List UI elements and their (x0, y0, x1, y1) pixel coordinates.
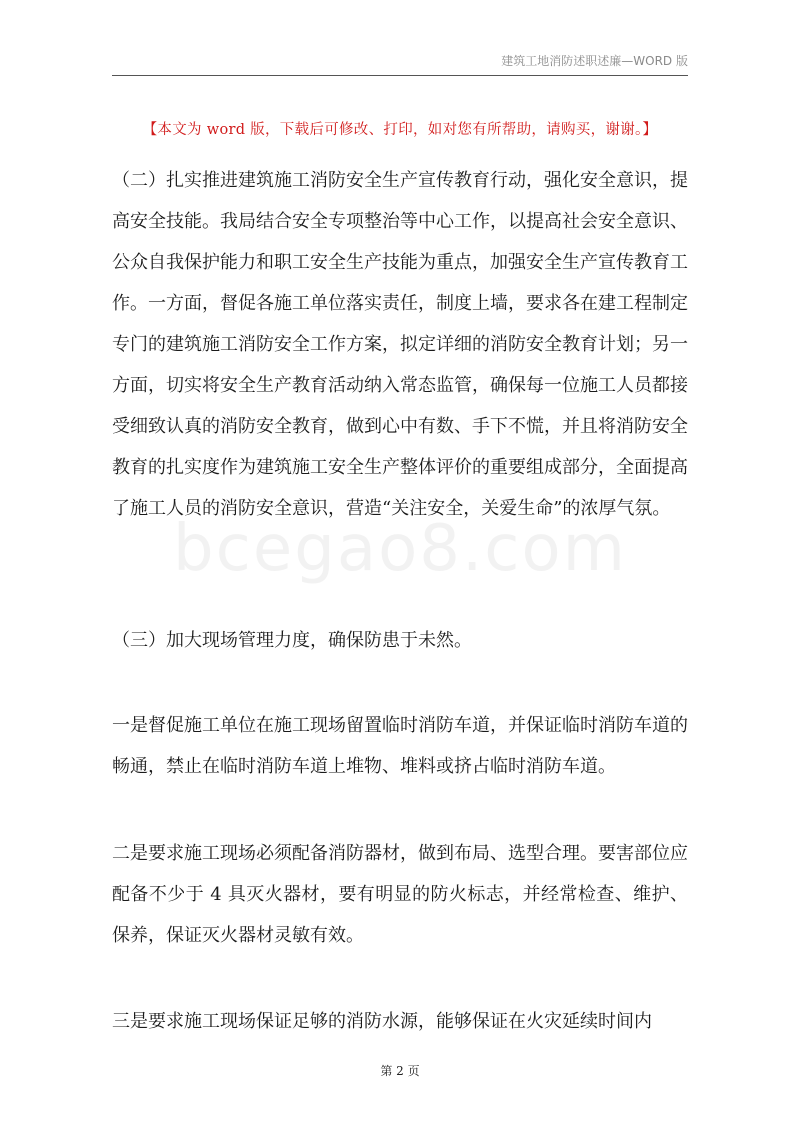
paragraph-publicity-education (112, 160, 688, 529)
paragraph-water-source (112, 1001, 688, 1042)
paragraph-site-management-heading (112, 620, 688, 661)
watermark: bcegao8.com (173, 512, 627, 586)
paragraph-fire-lane (112, 705, 688, 787)
paragraph-text: 二是要求施工现场必须配备消防器材，做到布局、选型合理。要害部位应配备不少于 4 具灭火器材，要有明显的防火标志，并经常检查、维护、保养，保证灭火器材灵敏有效。 (112, 843, 688, 946)
running-header: 建筑工地消防述职述廉—WORD 版 (501, 54, 688, 68)
paragraph-text: 三是要求施工现场保证足够的消防水源，能够保证在火灾延续时间内 (112, 1011, 652, 1032)
page-number: 第 2 页 (380, 1064, 420, 1078)
download-notice: 【本文为 word 版，下载后可修改、打印，如对您有所帮助，请购买，谢谢。】 (142, 122, 658, 138)
paragraph-text: 一是督促施工单位在施工现场留置临时消防车道，并保证临时消防车道的畅通，禁止在临时消防车道上堆物、堆料或挤占临时消防车道。 (112, 715, 688, 777)
paragraph-fire-equipment (112, 833, 688, 956)
paragraph-text: （三）加大现场管理力度，确保防患于未然。 (112, 630, 472, 651)
header-divider (112, 75, 688, 76)
paragraph-text: （二）扎实推进建筑施工消防安全生产宣传教育行动，强化安全意识，提高安全技能。我局结合安全专项整治等中心工作，以提高社会安全意识、公众自我保护能力和职工安全生产技能为重点，加强安全生产宣传教育工作。一方面，督促各施工单位落实责任，制度上墙，要求各在建工程制定专门的建筑施工消防安全工作方案，拟定详细的消防安全教育计划；另一方面，切实将安全生产教育活动纳入常态监管，确保每一位施工人员都接受细致认真的消防安全教育，做到心中有数、手下不慌，并且将消防安全教育的扎实度作为建筑施工安全生产整体评价的重要组成部分，全面提高了施工人员的消防安全意识，营造“关注安全，关爱生命”的浓厚气氛。 (112, 170, 688, 519)
